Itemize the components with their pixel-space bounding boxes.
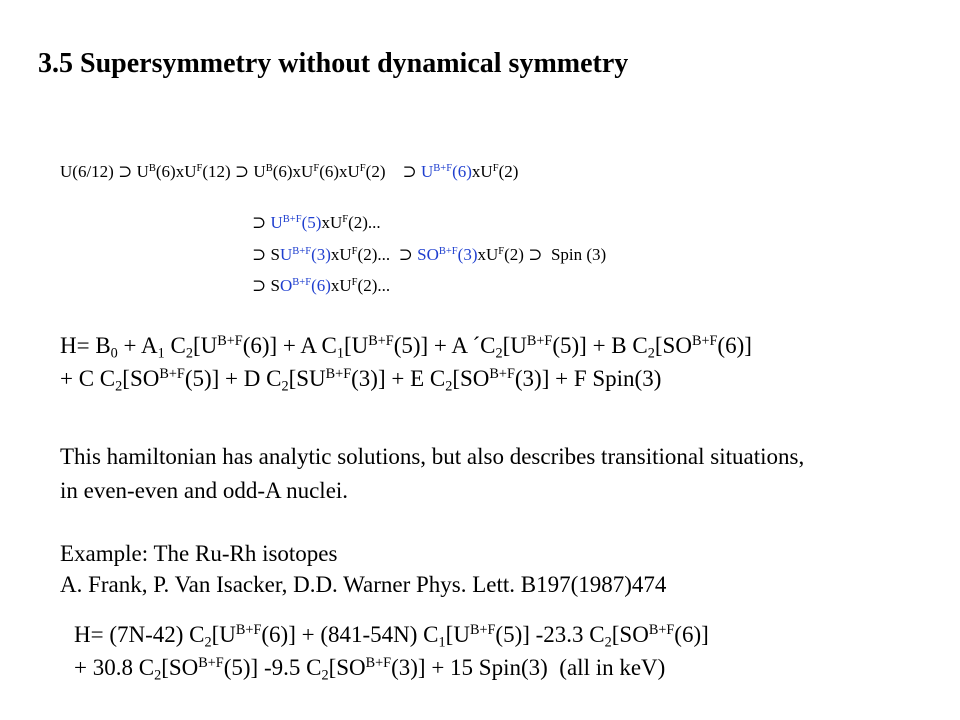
group-chain-line-4: ⊃ $SO^{B+F}(6)xU^F(2)$... [252, 276, 391, 295]
fit-hamiltonian-line-2: + 30.8 $C_2[SO^{B+F}(5)]$ -9.5 $C_2[SO^{B+F}(3)] + 15$ Spin(3) (all in keV) [74, 655, 666, 684]
fit-hamiltonian-line-1: H= (7N-42) $C_2[U^{B+F}(6)] + (841-54N)$ $C_1[U^{B+F}(5)]$ -23.3 $C_2[SO^{B+F}(6)]$ [74, 622, 709, 651]
hamiltonian-line-2: + C $C_2[SO^{B+F}(5)] + D$ $C_2[SU^{B+F}(3)] + E$ $C_2[SO^{B+F}(3)] + F$ Spin(3) [60, 366, 662, 395]
group-chain-line-2: ⊃ $U^{B+F}(5)xU^F(2)$... [252, 213, 381, 232]
group-chain-line-3: ⊃ $SU^{B+F}(3)xU^F(2)$... ⊃ $SO^{B+F}(3)xU^F(2)$ ⊃ Spin (3) [252, 245, 607, 264]
description-line-2: in even-even and odd-A nuclei. [60, 478, 349, 503]
group-chain-line-1: U(6/12) ⊃ $U^B(6)xU^F(12)$ ⊃ $U^B(6)xU^F(6)xU^F(2)$ ⊃ $U^{B+F}(6)xU^F(2)$ [60, 162, 519, 181]
slide-title: 3.5 Supersymmetry without dynamical symmetry [38, 48, 629, 79]
example-line-1: Example: The Ru-Rh isotopes [60, 541, 338, 566]
example-reference: A. Frank, P. Van Isacker, D.D. Warner Phys. Lett. B197(1987)474 [60, 572, 667, 597]
hamiltonian-line-1: $H= B_0 + A_1$ $C_2[U^{B+F}(6)] + A$ $C_1[U^{B+F}(5)] + A$ $´C_2[U^{B+F}(5)] + B$ $C_2[SO^{B+F}(6)]$ [60, 333, 752, 362]
description-line-1: This hamiltonian has analytic solutions, but also describes transitional situations, [60, 444, 805, 469]
